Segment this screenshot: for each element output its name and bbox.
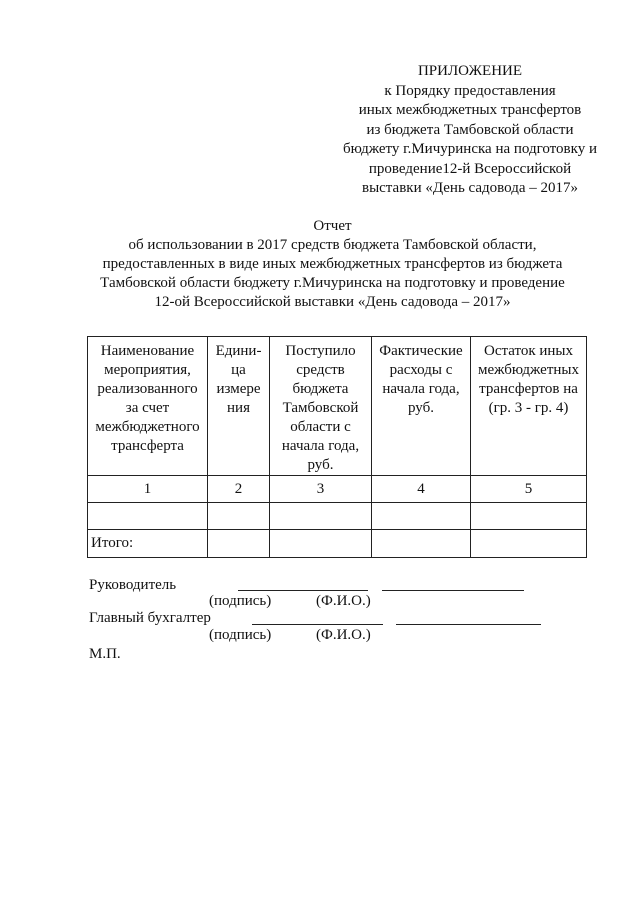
table-cell: [372, 530, 471, 558]
header-text: области с: [290, 419, 351, 435]
report-subtitle-line: об использовании в 2017 средств бюджета Тамбовской области,: [128, 237, 537, 253]
header-event-name: [88, 337, 208, 476]
appendix-line: к Порядку предоставления: [384, 82, 556, 99]
header-text: бюджета: [292, 381, 349, 397]
header-text: средств: [296, 362, 345, 378]
header-text: руб.: [408, 400, 434, 416]
header-text: Поступило: [285, 343, 356, 359]
report-subtitle-line: предоставленных в виде иных межбюджетных трансфертов из бюджета: [102, 256, 563, 272]
accountant-name-line: [396, 624, 541, 625]
appendix-line: иных межбюджетных трансфертов: [358, 102, 582, 118]
table-header-row: [88, 337, 587, 476]
name-caption: (Ф.И.О.): [316, 593, 371, 609]
table-cell: [270, 530, 372, 558]
table-total-row: [88, 530, 587, 558]
appendix-line: ПРИЛОЖЕНИЕ: [417, 63, 523, 79]
signature-caption: (подпись): [209, 593, 272, 609]
table-cell: [270, 503, 372, 530]
header-text: Остаток иных: [483, 343, 574, 359]
table-cell: [88, 503, 208, 530]
header-text: трансферта: [111, 438, 184, 454]
column-number: 5: [471, 476, 587, 503]
name-caption: (Ф.И.О.): [316, 627, 371, 643]
appendix-line: проведение12-й Всероссийской: [368, 160, 572, 177]
appendix-line: выставки «День садовода – 2017»: [361, 180, 579, 196]
header-text: расходы с: [389, 362, 453, 378]
accountant-signature-line: [252, 624, 383, 625]
accountant-label: Главный бухгалтер: [89, 610, 211, 626]
header-actual-expenses: [372, 337, 471, 476]
header-unit: [208, 337, 270, 476]
header-text: начала года,: [281, 438, 360, 454]
report-title-block: [90, 217, 575, 312]
report-subtitle-line: 12-ой Всероссийской выставки «День садовода – 2017»: [154, 294, 511, 310]
header-text: Фактические: [379, 343, 463, 359]
header-text: мероприятия,: [104, 362, 191, 378]
header-text: Наименование: [100, 343, 195, 359]
report-subtitle-line: Тамбовской области бюджету г.Мичуринска на подготовку и проведение: [100, 275, 565, 291]
table-cell: [471, 503, 587, 530]
total-label: Итого:: [88, 530, 208, 558]
header-text: начала года,: [382, 381, 460, 397]
header-text: межбюджетного: [95, 419, 200, 435]
table-number-row: [88, 476, 587, 503]
table-cell: [372, 503, 471, 530]
table-row: [88, 503, 587, 530]
header-text: измере: [216, 381, 261, 397]
appendix-line: бюджету г.Мичуринска на подготовку и: [343, 141, 597, 157]
appendix-block: [340, 62, 600, 199]
column-number: 1: [88, 476, 208, 503]
stamp-label: М.П.: [89, 646, 121, 662]
header-text: ца: [231, 362, 246, 378]
head-signature-line: [238, 590, 368, 591]
header-received-funds: [270, 337, 372, 476]
report-table: [87, 336, 587, 558]
column-number: 2: [208, 476, 270, 503]
header-text: межбюджетных: [477, 362, 579, 378]
head-name-line: [382, 590, 524, 591]
header-text: трансфертов на: [479, 381, 578, 397]
header-remaining-transfers: [471, 337, 587, 476]
head-label: Руководитель: [89, 577, 177, 593]
report-title: Отчет: [313, 218, 352, 234]
column-number: 3: [270, 476, 372, 503]
header-text: за счет: [125, 400, 170, 416]
header-text: ния: [227, 400, 250, 416]
table-cell: [208, 530, 270, 558]
header-text: (гр. 3 - гр. 4): [488, 400, 569, 416]
header-text: реализованного: [97, 381, 198, 397]
header-text: Едини-: [215, 343, 262, 359]
header-text: Тамбовской: [282, 400, 359, 416]
table-cell: [471, 530, 587, 558]
header-text: руб.: [307, 457, 334, 473]
signature-caption: (подпись): [209, 627, 272, 643]
appendix-line: из бюджета Тамбовской области: [366, 121, 574, 138]
column-number: 4: [372, 476, 471, 503]
table-cell: [208, 503, 270, 530]
